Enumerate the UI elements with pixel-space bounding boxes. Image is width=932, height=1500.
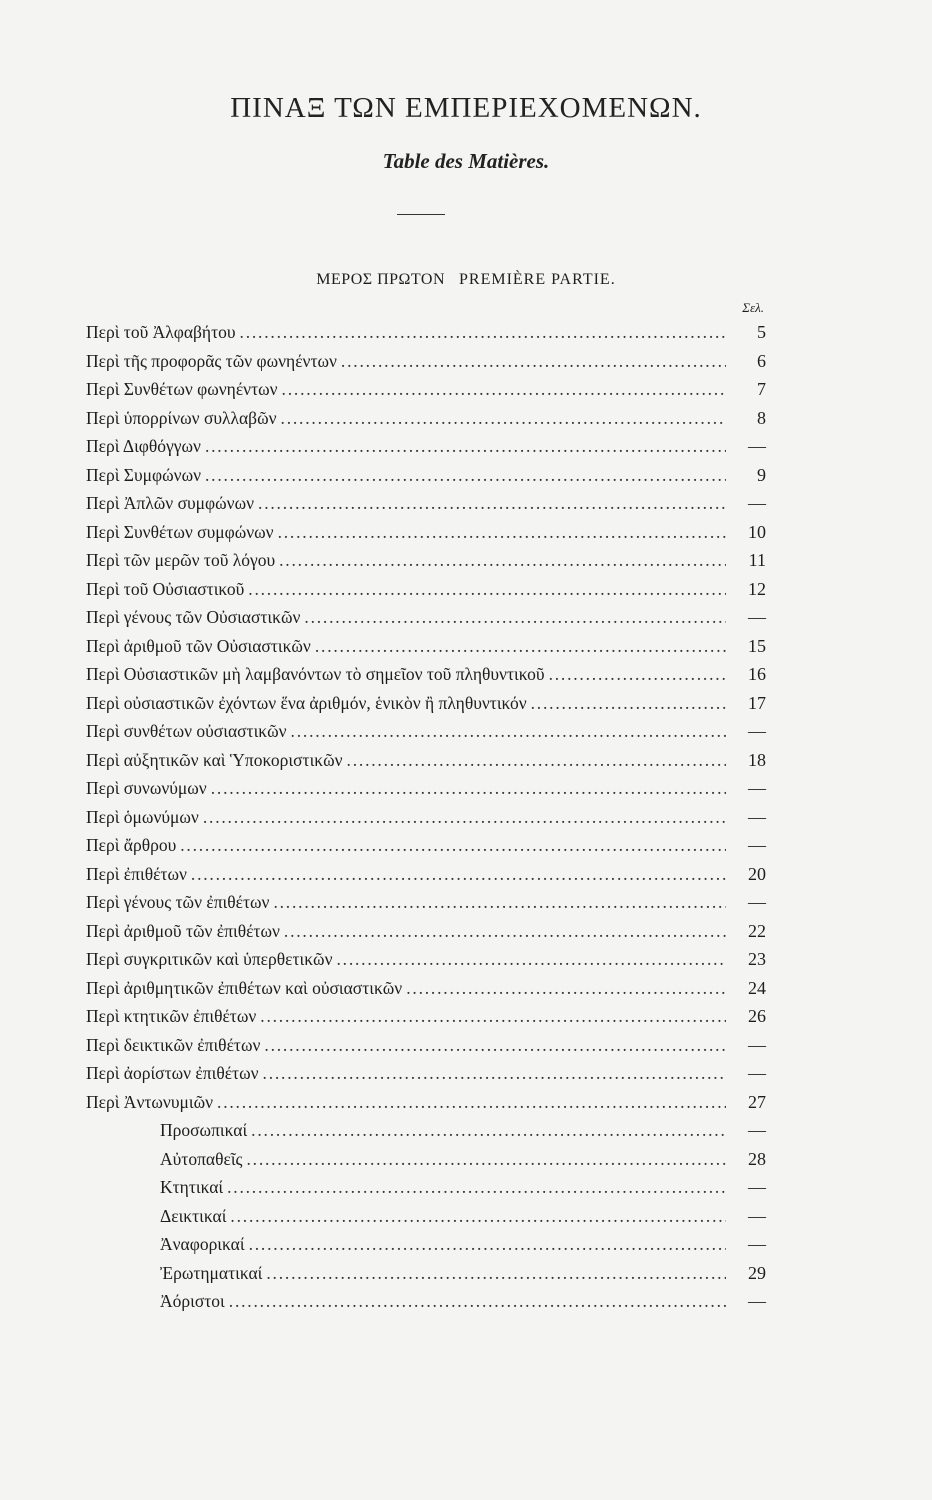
dot-leader (531, 689, 726, 718)
toc-entry-label: Ἐρωτηματικαί (160, 1262, 263, 1283)
toc-entry-label: Περὶ Διφθόγγων (86, 436, 201, 456)
toc-entry-page: 15 (748, 635, 766, 656)
toc-entry-page: 10 (748, 521, 766, 542)
dot-leader (304, 603, 726, 632)
toc-entry-page: 6 (757, 350, 766, 371)
toc-entry (86, 888, 766, 917)
dot-leader (315, 632, 726, 661)
toc-entry-label: Περὶ τοῦ Οὐσιαστικοῦ (86, 578, 245, 599)
toc-entry-page: — (748, 1234, 766, 1254)
toc-entry-page: 12 (748, 578, 766, 599)
toc-entry (86, 717, 766, 746)
toc-entry (86, 1088, 766, 1117)
toc-entry-label: Περὶ αὐξητικῶν καὶ Ὑποκοριστικῶν (86, 749, 343, 770)
dot-leader (284, 917, 726, 946)
dot-leader (180, 831, 726, 860)
toc-entry (86, 1031, 766, 1060)
toc-sub-entry (86, 1116, 766, 1145)
toc-entry (86, 1002, 766, 1031)
part-heading (0, 271, 932, 289)
part-heading-french: PREMIÈRE PARTIE. (459, 271, 616, 288)
toc-entry-page: 9 (757, 464, 766, 485)
toc-entry-page: — (748, 493, 766, 513)
toc-entry-page: 27 (748, 1091, 766, 1112)
toc-entry-label: Κτητικαί (160, 1177, 224, 1197)
toc-entry-label: Περὶ δεικτικῶν ἐπιθέτων (86, 1034, 261, 1055)
toc-sub-entry (86, 1173, 766, 1202)
toc-entry-label: Περὶ συνωνύμων (86, 778, 207, 798)
dot-leader (264, 1031, 726, 1060)
toc-entry-page: 20 (748, 863, 766, 884)
dot-leader (230, 1202, 726, 1231)
dot-leader (248, 575, 726, 604)
toc-entry (86, 318, 766, 347)
toc-entry-label: Περὶ οὐσιαστικῶν ἐχόντων ἕνα ἀριθμόν, ἑνικὸν ἢ πληθυντικόν (86, 692, 527, 713)
toc-entry-label: Περὶ Συνθέτων συμφώνων (86, 521, 274, 542)
toc-entry-page: — (748, 1205, 766, 1226)
toc-entry-label: Περὶ τῆς προφορᾶς τῶν φωνηέντων (86, 350, 337, 371)
toc-entry-page: 11 (748, 550, 766, 570)
dot-leader (205, 461, 726, 490)
dot-leader (246, 1145, 726, 1174)
toc-entry-page: — (748, 1291, 766, 1311)
toc-entry (86, 546, 766, 575)
toc-sub-entry (86, 1259, 766, 1288)
toc-entry (86, 347, 766, 376)
toc-entry-page: — (748, 835, 766, 855)
toc-entry (86, 917, 766, 946)
toc-entry-label: Περὶ ἀριθμοῦ τῶν ἐπιθέτων (86, 920, 280, 941)
toc-entry-page: — (748, 436, 766, 456)
toc-entry-label: Περὶ ὑπορρίνων συλλαβῶν (86, 407, 277, 428)
toc-entry-label: Περὶ Ἀντωνυμιῶν (86, 1091, 214, 1112)
toc-entry-page: — (748, 1177, 766, 1197)
toc-entry-label: Περὶ ἄρθρου (86, 835, 177, 855)
toc-entry-page: 7 (757, 379, 766, 399)
dot-leader (273, 888, 726, 917)
toc-entry-label: Περὶ ἀριθμητικῶν ἐπιθέτων καὶ οὐσιαστικῶν (86, 977, 403, 998)
toc-entry-label: Περὶ Οὐσιαστικῶν μὴ λαμβανόντων τὸ σημεῖον τοῦ πληθυντικοῦ (86, 664, 545, 684)
dot-leader (251, 1116, 726, 1145)
dot-leader (549, 660, 726, 689)
title-divider (397, 214, 445, 215)
toc-entry (86, 404, 766, 433)
toc-entry-label: Δεικτικαί (160, 1205, 227, 1226)
toc-entry-page: — (748, 806, 766, 827)
toc-entry-page: — (748, 778, 766, 798)
toc-entry-label: Περὶ ὁμωνύμων (86, 806, 199, 827)
toc-sub-entry (86, 1145, 766, 1174)
toc-entry (86, 746, 766, 775)
toc-entry-page: — (748, 607, 766, 627)
toc-entry-page: 16 (748, 664, 766, 684)
toc-entry (86, 803, 766, 832)
page-title: ΠΙΝΑΞ ΤΩΝ ΕΜΠΕΡΙΕΧΟΜΕΝΩΝ. (230, 92, 702, 124)
toc-entry (86, 689, 766, 718)
toc-entry (86, 575, 766, 604)
toc-entry-page: 22 (748, 920, 766, 941)
toc-entry-page: 5 (757, 322, 766, 342)
toc-entry (86, 461, 766, 490)
toc-entry (86, 860, 766, 889)
toc-entry-label: Περὶ τοῦ Ἀλφαβήτου (86, 322, 236, 342)
toc-entry (86, 603, 766, 632)
toc-entry (86, 1059, 766, 1088)
page-subtitle: Table des Matières. (382, 149, 550, 173)
toc-entry-label: Περὶ συνθέτων οὐσιαστικῶν (86, 721, 287, 741)
toc-entry-page: — (748, 1034, 766, 1055)
toc-entry-page: — (748, 721, 766, 741)
dot-leader (249, 1230, 726, 1259)
dot-leader (191, 860, 726, 889)
toc-entry-label: Περὶ γένους τῶν ἐπιθέτων (86, 892, 270, 912)
toc-entry (86, 974, 766, 1003)
dot-leader (263, 1059, 726, 1088)
toc-entry (86, 831, 766, 860)
part-heading-greek: ΜΕΡΟΣ ΠΡΩΤΟΝ (316, 271, 445, 288)
toc-entry-page: 26 (748, 1006, 766, 1026)
toc-entry (86, 432, 766, 461)
toc-entry-page: 18 (748, 749, 766, 770)
dot-leader (336, 945, 726, 974)
toc-entry-label: Περὶ κτητικῶν ἐπιθέτων (86, 1006, 257, 1026)
dot-leader (291, 717, 726, 746)
toc-entry-label: Περὶ συγκριτικῶν καὶ ὑπερθετικῶν (86, 949, 333, 969)
dot-leader (281, 404, 726, 433)
toc-sub-entry (86, 1287, 766, 1316)
toc-entry (86, 660, 766, 689)
dot-leader (279, 546, 726, 575)
toc-entry-label: Περὶ ἀορίστων ἐπιθέτων (86, 1063, 259, 1083)
toc-entry-label: Περὶ ἀριθμοῦ τῶν Οὐσιαστικῶν (86, 635, 311, 656)
toc-entry-label: Αὐτοπαθεῖς (160, 1148, 243, 1169)
dot-leader (406, 974, 726, 1003)
toc-entry-page: 23 (748, 949, 766, 969)
dot-leader (211, 774, 726, 803)
toc-entry (86, 489, 766, 518)
toc-entry-page: — (748, 1120, 766, 1140)
toc-entry (86, 632, 766, 661)
dot-leader (282, 375, 726, 404)
toc-entry-label: Ἀόριστοι (160, 1291, 225, 1311)
toc-entry-label: Περὶ Συμφώνων (86, 464, 201, 485)
toc-entry-page: — (748, 1063, 766, 1083)
dot-leader (266, 1259, 726, 1288)
dot-leader (205, 432, 726, 461)
toc-entry (86, 518, 766, 547)
dot-leader (203, 803, 726, 832)
toc-sub-entry (86, 1202, 766, 1231)
toc-entry-page: 29 (748, 1262, 766, 1283)
dot-leader (258, 489, 726, 518)
toc-entry-label: Περὶ Ἀπλῶν συμφώνων (86, 493, 255, 513)
toc-entry-label: Περὶ ἐπιθέτων (86, 863, 187, 884)
dot-leader (347, 746, 726, 775)
toc-entry-label: Περὶ Συνθέτων φωνηέντων (86, 379, 278, 399)
dot-leader (341, 347, 726, 376)
toc-entry-label: Ἀναφορικαί (160, 1234, 245, 1254)
toc-entry-page: 24 (748, 977, 766, 998)
toc-entry-label: Περὶ τῶν μερῶν τοῦ λόγου (86, 550, 276, 570)
toc-entry-page: 17 (748, 692, 766, 713)
toc-entry-page: — (748, 892, 766, 912)
toc-entry (86, 774, 766, 803)
toc-entry-page: 28 (748, 1148, 766, 1169)
toc-entry-label: Προσωπικαί (160, 1120, 248, 1140)
dot-leader (260, 1002, 726, 1031)
dot-leader (217, 1088, 726, 1117)
toc-entry-label: Περὶ γένους τῶν Οὐσιαστικῶν (86, 607, 301, 627)
toc-entry-page: 8 (757, 407, 766, 428)
page-column-header: Σελ. (742, 300, 764, 315)
dot-leader (240, 318, 726, 347)
toc-entry (86, 945, 766, 974)
toc-sub-entry (86, 1230, 766, 1259)
dot-leader (229, 1287, 726, 1316)
table-of-contents (86, 318, 766, 1316)
dot-leader (278, 518, 726, 547)
dot-leader (227, 1173, 726, 1202)
toc-entry (86, 375, 766, 404)
